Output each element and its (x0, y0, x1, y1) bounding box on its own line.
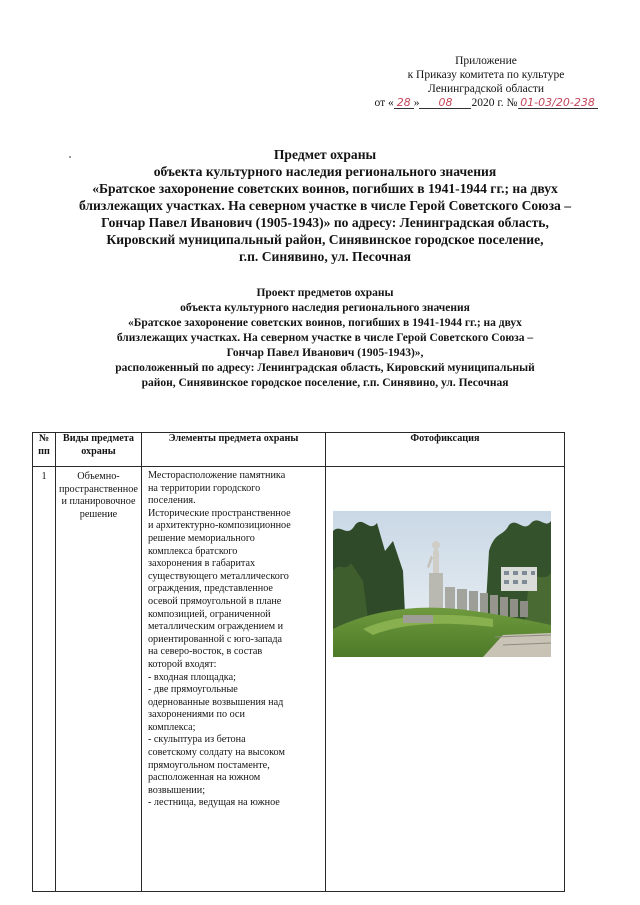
date-prefix: от « (374, 97, 394, 109)
protection-table (32, 432, 565, 892)
elements-line: которой входят: (147, 658, 217, 670)
heading-line: близлежащих участках. На северном участке в числе Герой Советского Союза – (78, 198, 572, 213)
row-photo (325, 467, 564, 892)
header-kind (56, 433, 142, 467)
row-kind-line: и планировочное (61, 496, 136, 508)
row-kind-line: Объемно- (77, 471, 120, 482)
heading-line: объекта культурного наследия регионального значения (153, 164, 497, 179)
elements-line: Месторасположение памятника (147, 470, 286, 481)
elements-line: на северо-восток, в состав (147, 646, 263, 658)
elements-line: ориентированной с юго-запада (147, 633, 283, 645)
header-kind-line: Виды предмета (62, 433, 135, 444)
project-line: район, Синявинское городское поселение, г.п. Синявино, ул. Песочная (141, 377, 509, 389)
row-kind-line: решение (79, 508, 118, 520)
elements-line: комплекса; (147, 721, 196, 733)
handwritten-order-number: 01-03/20-238 (518, 97, 598, 109)
elements-line: Исторические пространственное (147, 507, 291, 519)
elements-line: прямоугольном постаменте, (147, 759, 270, 771)
handwritten-day: 28 (394, 97, 414, 109)
elements-line: - лестница, ведущая на южное (147, 797, 280, 809)
appendix-order-ref: к Приказу комитета по культуре (407, 69, 565, 81)
date-year: 2020 г. № (471, 97, 518, 109)
date-mid: » (413, 97, 420, 109)
elements-line: существующего металлического (147, 570, 289, 582)
project-line: Гончар Павел Иванович (1905-1943)», (226, 347, 424, 359)
row-elements (141, 467, 325, 892)
elements-line: советскому солдату на высоком (147, 747, 285, 759)
appendix-block (360, 54, 612, 110)
elements-line: - две прямоугольные (147, 684, 238, 696)
document-heading (50, 146, 600, 265)
heading-line: Предмет охраны (273, 147, 377, 162)
header-number-line: пп (38, 445, 50, 457)
elements-line: комплекса братского (147, 545, 238, 557)
elements-line: и архитектурно-композиционное (147, 520, 291, 532)
elements-line: возвышении; (147, 784, 206, 796)
header-number (33, 433, 56, 467)
appendix-region: Ленинградской области (427, 83, 545, 95)
appendix-title: Приложение (455, 55, 517, 67)
elements-line: расположенная на южном (147, 772, 261, 784)
table-header-row (33, 433, 565, 467)
elements-line: захоронения в габаритах (147, 558, 256, 570)
row-number: 1 (33, 467, 56, 892)
handwritten-month: 08 (419, 97, 471, 109)
elements-line: решение мемориального (147, 532, 255, 544)
elements-line: композицией, ограниченной (147, 608, 271, 620)
elements-line: на территории городского (147, 482, 261, 494)
memorial-photo (333, 511, 551, 657)
table-row (33, 467, 565, 892)
heading-line: Гончар Павел Иванович (1905-1943)» по адресу: Ленинградская область, (101, 215, 549, 230)
project-line: Проект предметов охраны (256, 287, 394, 299)
heading-line: Кировский муниципальный район, Синявинское городское поселение, (106, 232, 544, 247)
project-line: «Братское захоронение советских воинов, погибших в 1941-1944 гг.; на двух (128, 317, 522, 329)
elements-line: поселения. (147, 495, 196, 507)
row-kind-line: пространственное (59, 483, 138, 495)
elements-line: осевой прямоугольной в плане (147, 595, 282, 607)
header-photo: Фотофиксация (325, 433, 564, 467)
elements-line: одернованные возвышения над (147, 696, 284, 708)
header-kind-line: охраны (81, 445, 116, 457)
elements-line: захоронениями по оси (147, 709, 245, 721)
elements-line: - входная площадка; (147, 671, 236, 683)
elements-line: металлическим ограждением и (147, 621, 284, 633)
appendix-date-line (360, 96, 612, 110)
elements-line: ограждения, представленное (147, 583, 273, 595)
project-line: близлежащих участках. На северном участке в числе Герой Советского Союза – (116, 332, 534, 344)
project-line: объекта культурного наследия регионального значения (180, 302, 470, 314)
project-subheading (60, 286, 590, 391)
project-line: расположенный по адресу: Ленинградская область, Кировский муниципальный (115, 362, 535, 374)
header-number-line: № (38, 433, 50, 444)
row-kind (56, 467, 142, 892)
heading-line: «Братское захоронение советских воинов, погибших в 1941-1944 гг.; на двух (92, 181, 558, 196)
header-elements: Элементы предмета охраны (141, 433, 325, 467)
elements-line: - скульптура из бетона (147, 734, 246, 746)
heading-line: г.п. Синявино, ул. Песочная (239, 249, 411, 264)
